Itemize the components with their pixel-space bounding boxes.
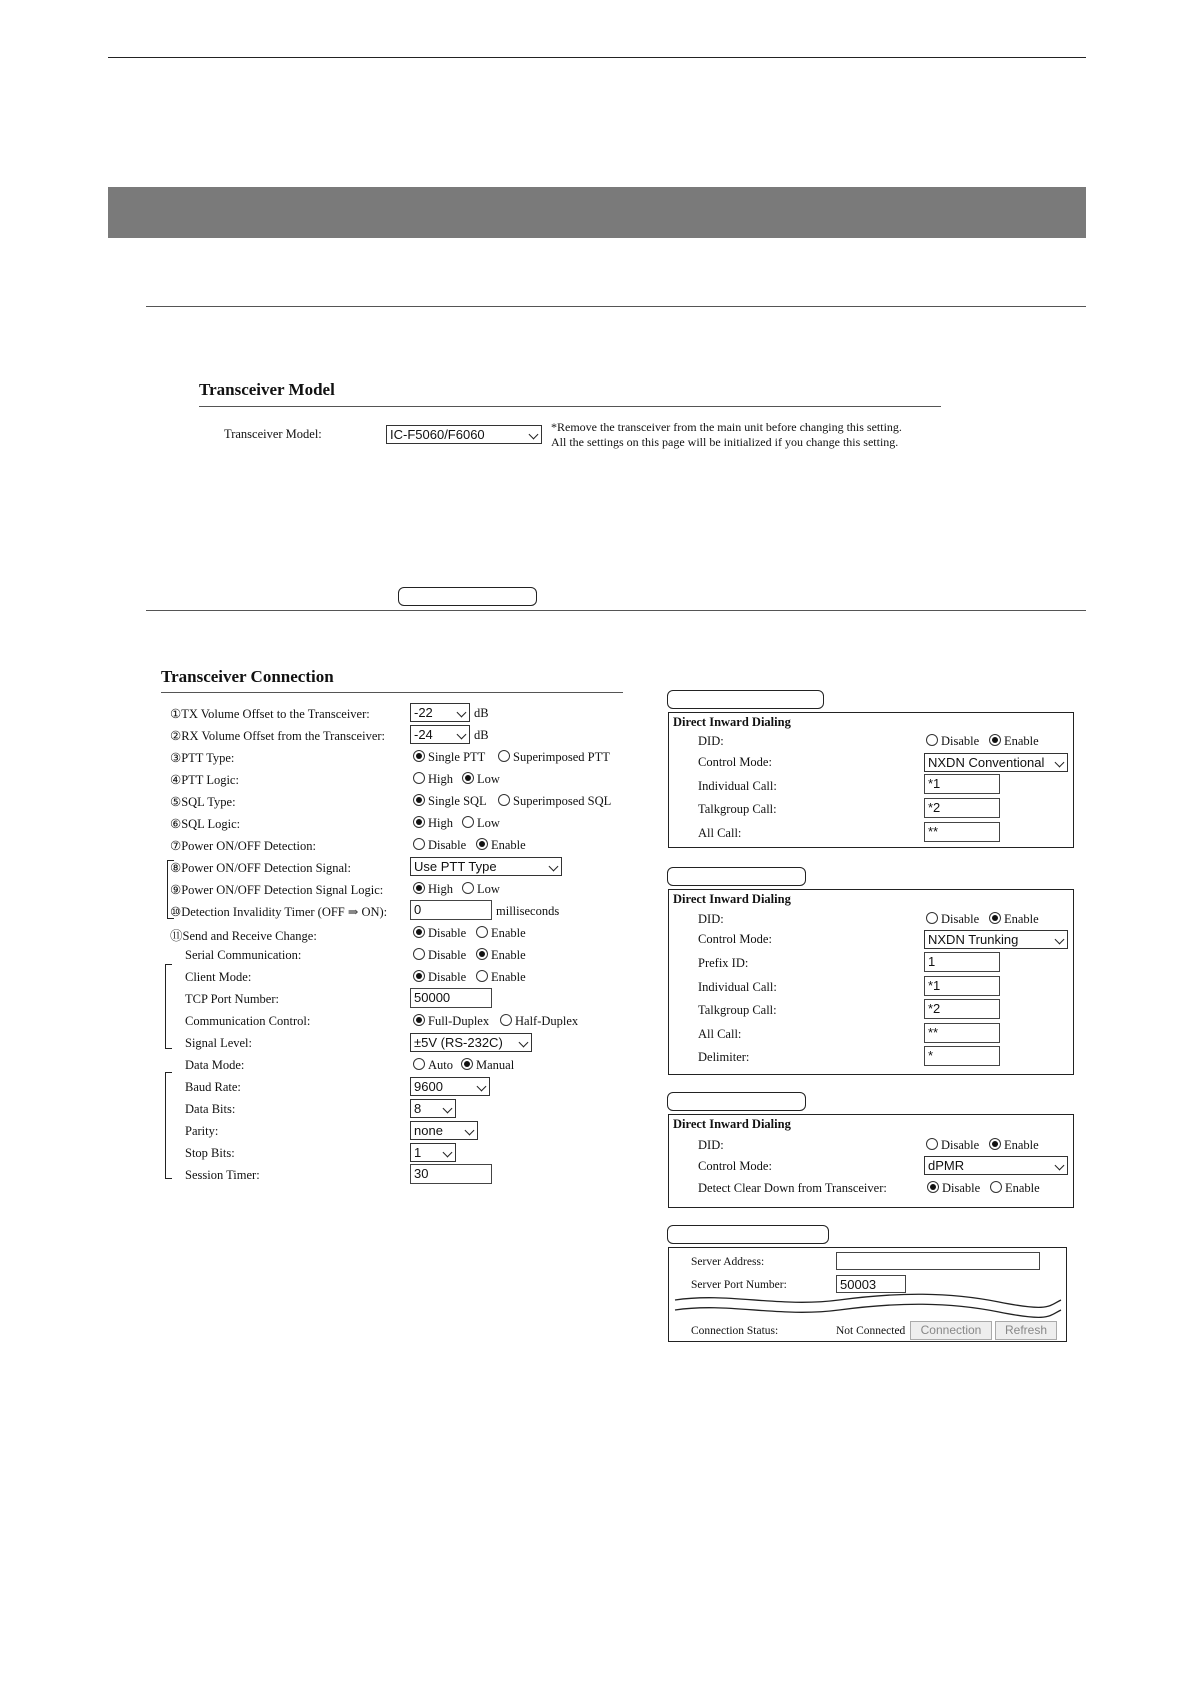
conn-row-label: Data Mode: xyxy=(185,1058,245,1072)
connection-button[interactable]: Connection xyxy=(910,1321,992,1340)
did-disable-option[interactable]: Disable xyxy=(926,734,979,749)
conn-row-select[interactable]: -24 xyxy=(410,725,470,744)
conn-row-label: Session Timer: xyxy=(185,1168,260,1182)
conn-row-label: ⑧Power ON/OFF Detection Signal: xyxy=(170,861,351,875)
caption-box-4 xyxy=(667,1092,806,1111)
bracket-client xyxy=(165,964,172,1049)
all-call-label: All Call: xyxy=(698,1027,742,1041)
connection-title-rule xyxy=(161,692,623,693)
conn-row-option-2[interactable]: Low xyxy=(462,772,500,787)
conn-row-option-1[interactable]: Single PTT xyxy=(413,750,485,765)
radio-icon xyxy=(461,1058,473,1070)
radio-icon xyxy=(462,882,474,894)
talkgroup-call-label: Talkgroup Call: xyxy=(698,1003,777,1017)
conn-row-unit: milliseconds xyxy=(496,904,560,918)
conn-row-label: ④PTT Logic: xyxy=(170,773,239,787)
conn-row-option-1[interactable]: Disable xyxy=(413,926,466,941)
conn-row-unit: dB xyxy=(474,728,489,742)
conn-row-option-1[interactable]: High xyxy=(413,816,453,831)
radio-selected-icon xyxy=(989,1138,1001,1150)
conn-row-label: Parity: xyxy=(185,1124,219,1138)
radio-icon xyxy=(413,926,425,938)
control-mode-label: Control Mode: xyxy=(698,755,772,769)
did-enable-option[interactable]: Enable xyxy=(989,734,1039,749)
did-label: DID: xyxy=(698,734,724,748)
chevron-down-icon xyxy=(457,730,467,740)
conn-row-option-2[interactable]: Enable xyxy=(476,970,526,985)
model-title-rule xyxy=(199,406,941,407)
radio-icon xyxy=(413,816,425,828)
refresh-button[interactable]: Refresh xyxy=(995,1321,1057,1340)
conn-row-label: ⑥SQL Logic: xyxy=(170,817,241,831)
model-note-1: *Remove the transceiver from the main unit before changing this setting. xyxy=(551,420,902,434)
conn-row-label: ⑨Power ON/OFF Detection Signal Logic: xyxy=(170,883,384,897)
conn-row-option-1[interactable]: Disable xyxy=(413,970,466,985)
radio-icon xyxy=(462,816,474,828)
conn-row-option-1[interactable]: Full-Duplex xyxy=(413,1014,489,1029)
conn-row-label: Signal Level: xyxy=(185,1036,252,1050)
conn-row-option-2[interactable]: Superimposed PTT xyxy=(498,750,610,765)
control-mode-select[interactable]: NXDN Conventional xyxy=(924,753,1068,772)
conn-row-option-2[interactable]: Enable xyxy=(476,948,526,963)
server-panel xyxy=(668,1247,1067,1342)
conn-row-option-2[interactable]: Low xyxy=(462,816,500,831)
conn-row-option-2[interactable]: Enable xyxy=(476,926,526,941)
conn-row-input[interactable]: 50000 xyxy=(410,988,492,1008)
server-port-label: Server Port Number: xyxy=(691,1279,787,1291)
control-mode-label: Control Mode: xyxy=(698,932,772,946)
conn-row-option-1[interactable]: Disable xyxy=(413,948,466,963)
section-header-band xyxy=(108,187,1086,238)
talkgroup-call-input[interactable]: *2 xyxy=(924,999,1000,1019)
individual-call-label: Individual Call: xyxy=(698,980,777,994)
chevron-down-icon xyxy=(529,430,539,440)
radio-selected-icon xyxy=(989,912,1001,924)
all-call-label: All Call: xyxy=(698,826,742,840)
prefix-id-label: Prefix ID: xyxy=(698,956,749,970)
caption-box-1 xyxy=(398,587,537,606)
chevron-down-icon xyxy=(1055,1161,1065,1171)
server-address-input[interactable] xyxy=(836,1252,1040,1270)
radio-icon xyxy=(498,794,510,806)
radio-icon xyxy=(413,1014,425,1026)
conn-row-select[interactable]: 1 xyxy=(410,1143,456,1162)
conn-row-option-1[interactable]: Disable xyxy=(413,838,466,853)
rule-2 xyxy=(146,610,1086,611)
conn-row-label: ⑪Send and Receive Change: xyxy=(170,929,317,943)
conn-row-input[interactable]: 30 xyxy=(410,1164,492,1184)
did-conventional-heading: Direct Inward Dialing xyxy=(673,715,791,729)
conn-row-label: ⑦Power ON/OFF Detection: xyxy=(170,839,316,853)
did-trunking-heading: Direct Inward Dialing xyxy=(673,892,791,906)
bracket-manual xyxy=(165,1072,172,1179)
detect-enable-option[interactable]: Enable xyxy=(990,1181,1040,1196)
conn-row-select[interactable]: Use PTT Type xyxy=(410,857,562,876)
did-dpmr-panel xyxy=(668,1114,1074,1208)
did-enable-option[interactable]: Enable xyxy=(989,1138,1039,1153)
individual-call-input[interactable]: *1 xyxy=(924,774,1000,794)
conn-row-label: Client Mode: xyxy=(185,970,252,984)
chevron-down-icon xyxy=(519,1038,529,1048)
all-call-input[interactable]: ** xyxy=(924,1023,1000,1043)
chevron-down-icon xyxy=(465,1126,475,1136)
all-call-input[interactable]: ** xyxy=(924,822,1000,842)
model-select[interactable]: IC-F5060/F6060 xyxy=(386,425,542,444)
detect-disable-option[interactable]: Disable xyxy=(927,1181,980,1196)
radio-icon xyxy=(413,838,425,850)
conn-row-label: Baud Rate: xyxy=(185,1080,241,1094)
chevron-down-icon xyxy=(443,1148,453,1158)
radio-icon xyxy=(413,772,425,784)
conn-row-label: ①TX Volume Offset to the Transceiver: xyxy=(170,707,370,721)
conn-row-label: TCP Port Number: xyxy=(185,992,279,1006)
server-address-label: Server Address: xyxy=(691,1256,765,1268)
conn-row-input[interactable]: 0 xyxy=(410,900,492,920)
did-disable-option[interactable]: Disable xyxy=(926,912,979,927)
bracket-power-detection xyxy=(167,860,174,919)
conn-row-label: ②RX Volume Offset from the Transceiver: xyxy=(170,729,386,743)
caption-box-5 xyxy=(667,1225,829,1244)
conn-row-option-2[interactable]: Manual xyxy=(461,1058,514,1073)
radio-icon xyxy=(413,970,425,982)
talkgroup-call-label: Talkgroup Call: xyxy=(698,802,777,816)
radio-selected-icon xyxy=(989,734,1001,746)
delimiter-label: Delimiter: xyxy=(698,1050,750,1064)
conn-row-unit: dB xyxy=(474,706,489,720)
conn-row-option-1[interactable]: High xyxy=(413,882,453,897)
chevron-down-icon xyxy=(443,1104,453,1114)
model-note-2: All the settings on this page will be initialized if you change this setting. xyxy=(551,435,899,449)
conn-row-option-2[interactable]: Superimposed SQL xyxy=(498,794,611,809)
did-disable-option[interactable]: Disable xyxy=(926,1138,979,1153)
radio-icon xyxy=(990,1181,1002,1193)
radio-icon xyxy=(462,772,474,784)
delimiter-input[interactable]: * xyxy=(924,1046,1000,1066)
individual-call-label: Individual Call: xyxy=(698,779,777,793)
conn-row-label: ⑩Detection Invalidity Timer (OFF ⇒ ON): xyxy=(170,905,388,919)
radio-icon xyxy=(413,1058,425,1070)
radio-icon xyxy=(500,1014,512,1026)
radio-icon xyxy=(413,882,425,894)
conn-row-select[interactable]: 8 xyxy=(410,1099,456,1118)
did-enable-option[interactable]: Enable xyxy=(989,912,1039,927)
radio-icon xyxy=(413,794,425,806)
conn-row-select[interactable]: -22 xyxy=(410,703,470,722)
did-label: DID: xyxy=(698,1138,724,1152)
radio-icon xyxy=(476,970,488,982)
talkgroup-call-input[interactable]: *2 xyxy=(924,798,1000,818)
radio-icon xyxy=(926,1138,938,1150)
conn-row-select[interactable]: none xyxy=(410,1121,478,1140)
radio-icon xyxy=(476,838,488,850)
conn-row-option-2[interactable]: Enable xyxy=(476,838,526,853)
top-rule xyxy=(108,57,1086,58)
radio-icon xyxy=(476,948,488,960)
tear-break-icon xyxy=(669,1292,1066,1318)
chevron-down-icon xyxy=(1055,935,1065,945)
connection-section-title: Transceiver Connection xyxy=(161,667,334,686)
conn-row-option-1[interactable]: Auto xyxy=(413,1058,453,1073)
conn-row-option-1[interactable]: Single SQL xyxy=(413,794,487,809)
connection-status-label: Connection Status: xyxy=(691,1325,779,1337)
conn-row-select[interactable]: 9600 xyxy=(410,1077,490,1096)
rule-1 xyxy=(146,306,1086,307)
model-label: Transceiver Model: xyxy=(224,427,322,441)
radio-icon xyxy=(926,734,938,746)
chevron-down-icon xyxy=(457,708,467,718)
caption-box-3 xyxy=(667,867,806,886)
radio-icon xyxy=(476,926,488,938)
conn-row-select[interactable]: ±5V (RS-232C) xyxy=(410,1033,532,1052)
model-section-title: Transceiver Model xyxy=(199,380,335,399)
conn-row-option-1[interactable]: High xyxy=(413,772,453,787)
did-dpmr-heading: Direct Inward Dialing xyxy=(673,1117,791,1131)
chevron-down-icon xyxy=(549,862,559,872)
did-trunking-panel xyxy=(668,889,1074,1075)
radio-selected-icon xyxy=(927,1181,939,1193)
detect-clear-down-label: Detect Clear Down from Transceiver: xyxy=(698,1181,887,1195)
conn-row-label: Serial Communication: xyxy=(185,948,302,962)
conn-row-option-2[interactable]: Half-Duplex xyxy=(500,1014,578,1029)
connection-status-value: Not Connected xyxy=(836,1325,906,1337)
caption-box-2 xyxy=(667,690,824,709)
radio-icon xyxy=(926,912,938,924)
control-mode-select[interactable]: NXDN Trunking xyxy=(924,930,1068,949)
prefix-id-input[interactable]: 1 xyxy=(924,952,1000,972)
conn-row-label: Communication Control: xyxy=(185,1014,311,1028)
did-conventional-panel xyxy=(668,712,1074,848)
conn-row-label: ⑤SQL Type: xyxy=(170,795,236,809)
did-label: DID: xyxy=(698,912,724,926)
server-port-input[interactable]: 50003 xyxy=(836,1275,906,1293)
conn-row-label: Data Bits: xyxy=(185,1102,236,1116)
conn-row-label: Stop Bits: xyxy=(185,1146,235,1160)
conn-row-option-2[interactable]: Low xyxy=(462,882,500,897)
radio-icon xyxy=(413,750,425,762)
conn-row-label: ③PTT Type: xyxy=(170,751,235,765)
individual-call-input[interactable]: *1 xyxy=(924,976,1000,996)
radio-icon xyxy=(413,948,425,960)
chevron-down-icon xyxy=(1055,758,1065,768)
control-mode-label: Control Mode: xyxy=(698,1159,772,1173)
radio-icon xyxy=(498,750,510,762)
chevron-down-icon xyxy=(477,1082,487,1092)
control-mode-select[interactable]: dPMR xyxy=(924,1156,1068,1175)
